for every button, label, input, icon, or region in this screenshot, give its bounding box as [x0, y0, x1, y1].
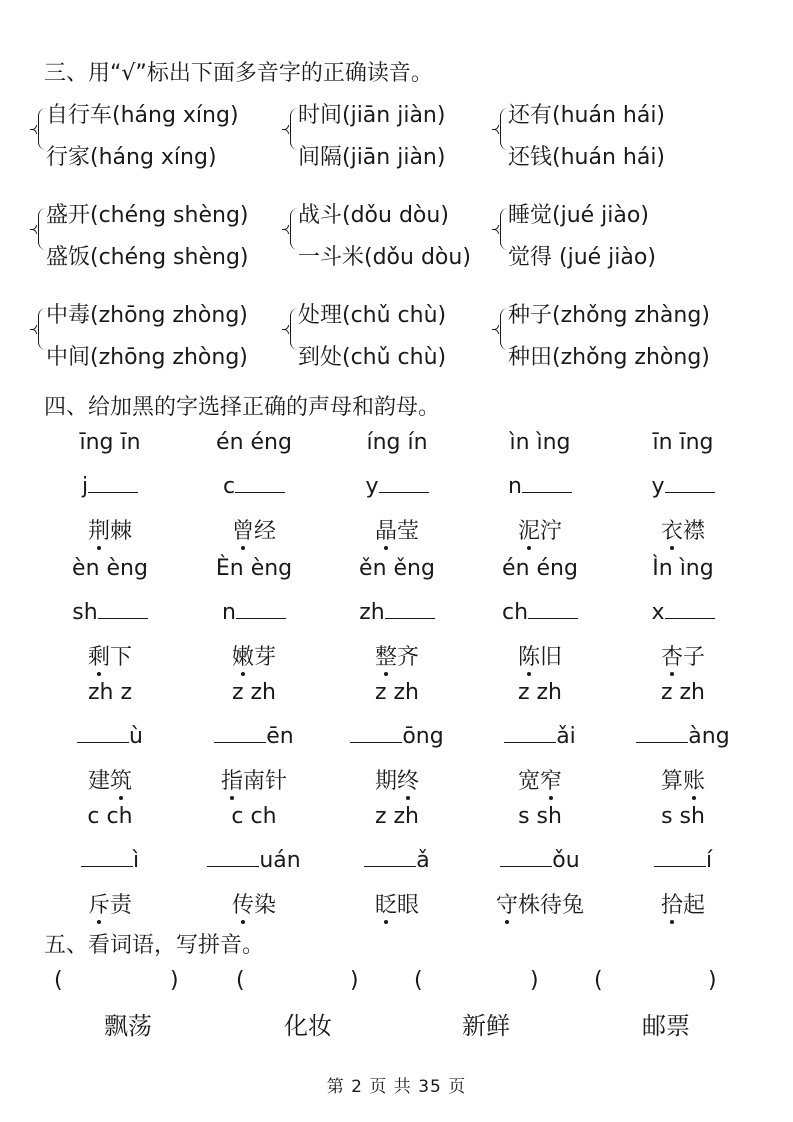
answer-paren-close[interactable]: ): [530, 968, 539, 993]
emphasized-char: 传: [232, 888, 254, 919]
answer-blank-row[interactable]: àng: [613, 722, 753, 749]
target-word: 眨眼: [327, 888, 467, 919]
answer-blank[interactable]: [379, 472, 429, 493]
answer-blank-row[interactable]: ù: [40, 722, 180, 749]
answer-blank-row[interactable]: zh: [327, 598, 467, 625]
polyphone-option[interactable]: 觉得 (jué jiào): [508, 245, 656, 270]
answer-blank-row[interactable]: sh: [40, 598, 180, 625]
option-choices: c ch: [231, 804, 277, 829]
emphasized-char: 陈: [518, 640, 540, 671]
target-word: 指南针: [184, 764, 324, 795]
answer-blank-row[interactable]: y: [327, 472, 467, 499]
polyphone-option[interactable]: 间隔(jiān jiàn): [298, 145, 446, 170]
target-word: 拾起: [613, 888, 753, 919]
target-word: 传染: [184, 888, 324, 919]
answer-blank[interactable]: [77, 722, 129, 743]
emphasized-char: 守: [496, 888, 518, 919]
polyphone-option[interactable]: 盛开(chéng shèng): [46, 203, 249, 228]
target-word: 衣襟: [613, 514, 753, 545]
answer-blank-row[interactable]: ch: [470, 598, 610, 625]
brace-icon: [38, 308, 46, 350]
emphasized-char: 泥: [518, 514, 540, 545]
brace-icon: [500, 308, 508, 350]
emphasized-char: 筑: [110, 764, 132, 795]
polyphone-option[interactable]: 睡觉(jué jiào): [508, 203, 649, 228]
vocab-word: 化妆: [284, 1012, 332, 1040]
polyphone-option[interactable]: 处理(chǔ chù): [298, 303, 447, 328]
section4-title: 四、给加黑的字选择正确的声母和韵母。: [44, 395, 441, 420]
option-choices: èn èng: [72, 556, 148, 581]
polyphone-option[interactable]: 战斗(dǒu dòu): [298, 203, 449, 228]
answer-paren-open[interactable]: (: [236, 968, 245, 993]
option-choices: zh z: [87, 680, 133, 705]
target-word: 期终: [327, 764, 467, 795]
option-choices: īng īn: [79, 430, 141, 455]
polyphone-option[interactable]: 盛饭(chéng shèng): [46, 245, 249, 270]
answer-blank[interactable]: [236, 598, 286, 619]
answer-blank-row[interactable]: y: [613, 472, 753, 499]
answer-blank[interactable]: [385, 598, 435, 619]
option-choices: s sh: [518, 804, 562, 829]
emphasized-char: 终: [397, 764, 419, 795]
answer-blank[interactable]: [350, 722, 402, 743]
answer-blank[interactable]: [364, 846, 416, 867]
answer-blank-row[interactable]: í: [613, 846, 753, 873]
answer-blank[interactable]: [654, 846, 706, 867]
emphasized-char: 整: [375, 640, 397, 671]
target-word: 嫩芽: [184, 640, 324, 671]
target-word: 建筑: [40, 764, 180, 795]
answer-blank[interactable]: [500, 846, 552, 867]
option-choices: Èn èng: [215, 556, 293, 581]
answer-blank-row[interactable]: n: [184, 598, 324, 625]
polyphone-option[interactable]: 种田(zhǒng zhòng): [508, 345, 710, 370]
option-choices: íng ín: [366, 430, 428, 455]
emphasized-char: 指: [221, 764, 243, 795]
emphasized-char: 晶: [375, 514, 397, 545]
brace-icon: [290, 108, 298, 150]
brace-icon: [38, 208, 46, 250]
option-choices: z zh: [660, 680, 706, 705]
polyphone-option[interactable]: 中毒(zhōng zhòng): [46, 303, 248, 328]
polyphone-option[interactable]: 还钱(huán hái): [508, 145, 666, 170]
emphasized-char: 账: [683, 764, 705, 795]
answer-blank[interactable]: [528, 598, 578, 619]
answer-blank[interactable]: [504, 722, 556, 743]
answer-blank[interactable]: [636, 722, 688, 743]
option-choices: Ìn ìng: [652, 556, 714, 581]
vocab-word: 飘荡: [104, 1012, 152, 1040]
page-footer: 第 2 页 共 35 页: [326, 1077, 467, 1097]
answer-blank[interactable]: [665, 598, 715, 619]
answer-blank-row[interactable]: ēn: [184, 722, 324, 749]
option-choices: īn īng: [652, 430, 714, 455]
answer-paren-close[interactable]: ): [170, 968, 179, 993]
polyphone-option[interactable]: 还有(huán hái): [508, 103, 666, 128]
option-choices: z zh: [374, 804, 420, 829]
answer-blank-row[interactable]: ōng: [327, 722, 467, 749]
emphasized-char: 杏: [661, 640, 683, 671]
polyphone-option[interactable]: 一斗米(dǒu dòu): [298, 245, 471, 270]
answer-blank-row[interactable]: c: [184, 472, 324, 499]
answer-paren-close[interactable]: ): [350, 968, 359, 993]
target-word: 斥责: [40, 888, 180, 919]
answer-blank-row[interactable]: x: [613, 598, 753, 625]
option-choices: én éng: [216, 430, 292, 455]
target-word: 荆棘: [40, 514, 180, 545]
polyphone-option[interactable]: 中间(zhōng zhòng): [46, 345, 248, 370]
option-choices: én éng: [502, 556, 578, 581]
option-choices: c ch: [87, 804, 133, 829]
target-word: 曾经: [184, 514, 324, 545]
target-word: 晶莹: [327, 514, 467, 545]
answer-paren-close[interactable]: ): [708, 968, 717, 993]
answer-blank-row[interactable]: ǒu: [470, 846, 610, 873]
answer-blank-row[interactable]: ì: [40, 846, 180, 873]
answer-blank[interactable]: [88, 472, 138, 493]
brace-icon: [500, 108, 508, 150]
option-choices: s sh: [661, 804, 705, 829]
answer-paren-open[interactable]: (: [594, 968, 603, 993]
target-word: 陈旧: [470, 640, 610, 671]
brace-icon: [500, 208, 508, 250]
brace-icon: [38, 108, 46, 150]
answer-blank-row[interactable]: n: [470, 472, 610, 499]
polyphone-option[interactable]: 到处(chǔ chù): [298, 345, 447, 370]
answer-blank[interactable]: [665, 472, 715, 493]
option-choices: ěn ěng: [359, 556, 435, 581]
target-word: 杏子: [613, 640, 753, 671]
answer-paren-open[interactable]: (: [414, 968, 423, 993]
section5-title: 五、看词语，写拼音。: [44, 933, 265, 958]
emphasized-char: 曾: [232, 514, 254, 545]
target-word: 整齐: [327, 640, 467, 671]
answer-blank[interactable]: [81, 846, 133, 867]
polyphone-option[interactable]: 时间(jiān jiàn): [298, 103, 446, 128]
emphasized-char: 拾: [661, 888, 683, 919]
vocab-word: 新鲜: [462, 1012, 510, 1040]
emphasized-char: 荆: [88, 514, 110, 545]
answer-blank[interactable]: [235, 472, 285, 493]
emphasized-char: 眨: [375, 888, 397, 919]
option-choices: z zh: [517, 680, 563, 705]
option-choices: z zh: [231, 680, 277, 705]
emphasized-char: 嫩: [232, 640, 254, 671]
target-word: 守株待兔: [470, 888, 610, 919]
option-choices: ìn ìng: [509, 430, 571, 455]
polyphone-option[interactable]: 种子(zhǒng zhàng): [508, 303, 710, 328]
answer-blank[interactable]: [522, 472, 572, 493]
answer-blank-row[interactable]: uán: [184, 846, 324, 873]
target-word: 算账: [613, 764, 753, 795]
answer-blank-row[interactable]: j: [40, 472, 180, 499]
vocab-word: 邮票: [642, 1012, 690, 1040]
brace-icon: [290, 208, 298, 250]
emphasized-char: 斥: [88, 888, 110, 919]
brace-icon: [290, 308, 298, 350]
target-word: 泥泞: [470, 514, 610, 545]
target-word: 剩下: [40, 640, 180, 671]
emphasized-char: 窄: [540, 764, 562, 795]
polyphone-option[interactable]: 行家(háng xíng): [46, 145, 217, 170]
answer-blank[interactable]: [207, 846, 259, 867]
emphasized-char: 剩: [88, 640, 110, 671]
section3-title: 三、用“√”标出下面多音字的正确读音。: [44, 61, 433, 86]
polyphone-option[interactable]: 自行车(háng xíng): [46, 103, 239, 128]
answer-blank[interactable]: [214, 722, 266, 743]
answer-blank-row[interactable]: ǎi: [470, 722, 610, 749]
emphasized-char: 衣: [661, 514, 683, 545]
option-choices: z zh: [374, 680, 420, 705]
answer-blank-row[interactable]: ǎ: [327, 846, 467, 873]
answer-blank[interactable]: [98, 598, 148, 619]
target-word: 宽窄: [470, 764, 610, 795]
answer-paren-open[interactable]: (: [54, 968, 63, 993]
